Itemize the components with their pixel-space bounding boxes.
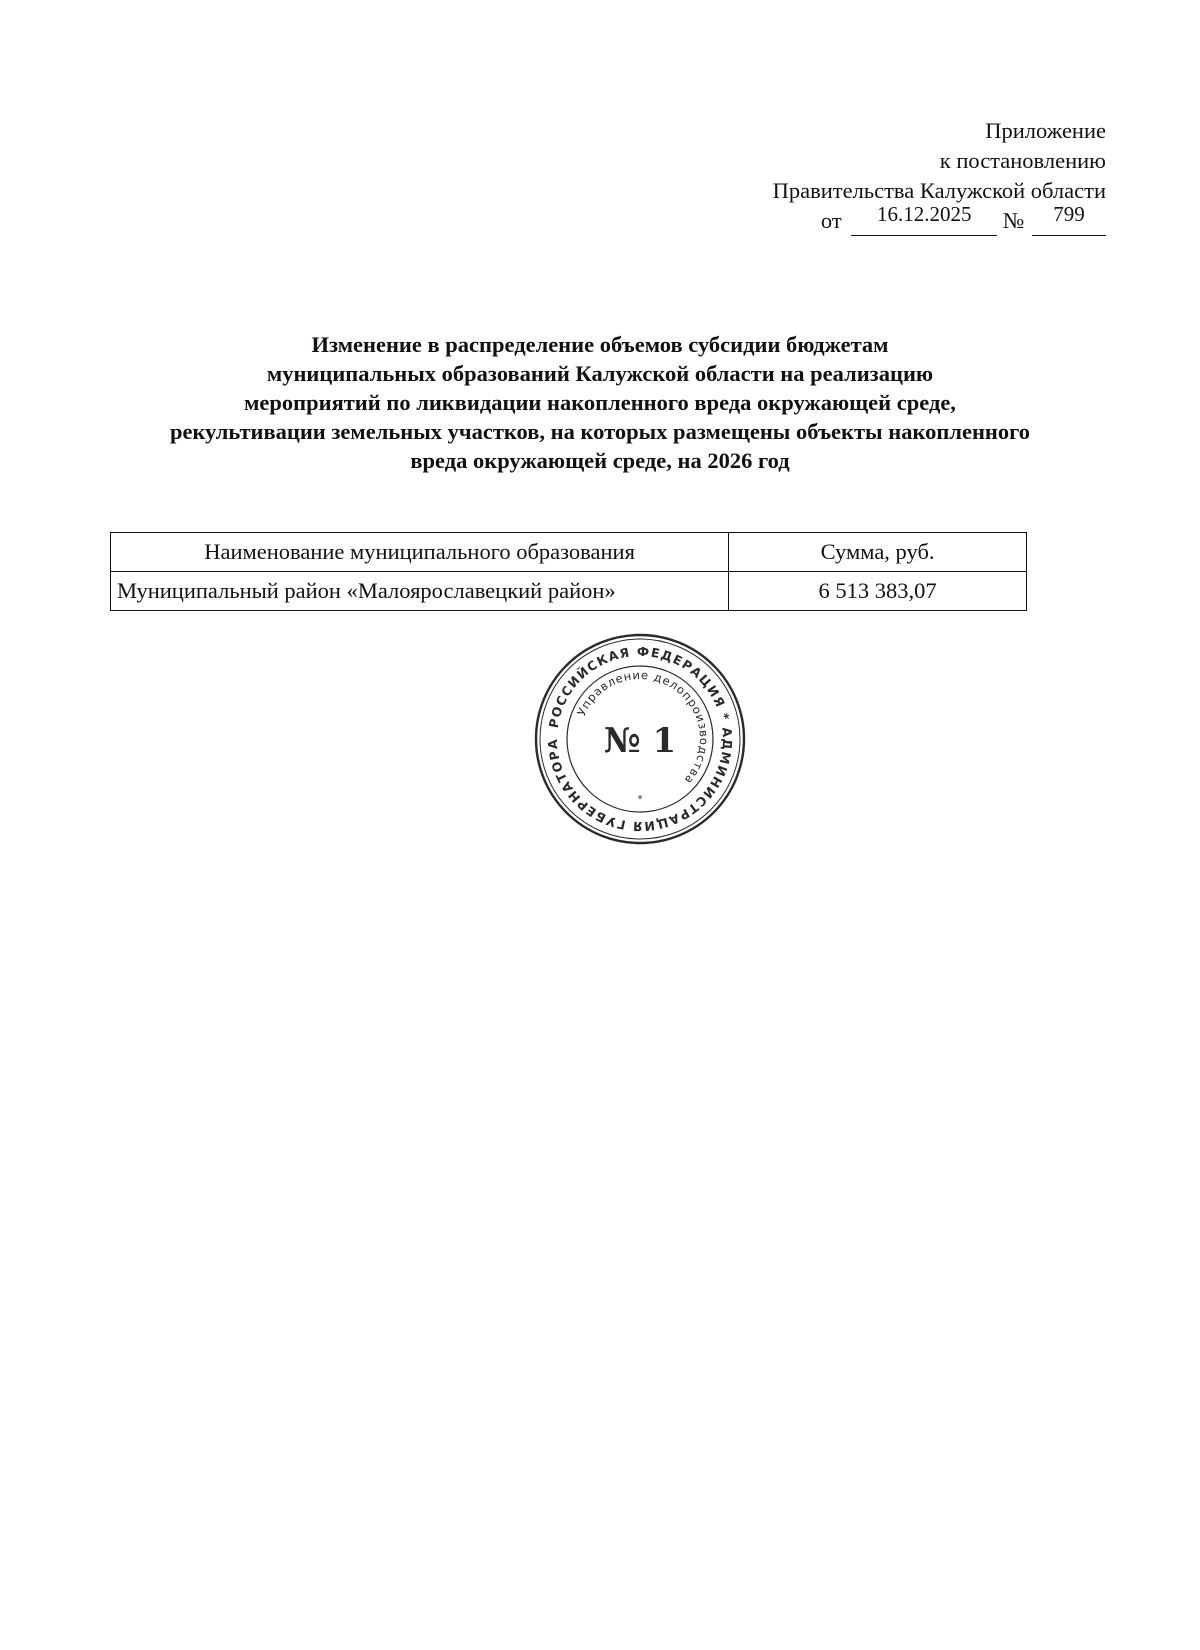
registration-line [586, 202, 1106, 236]
title-line: рекультивации земельных участков, на которых размещены объекты накопленного [169, 419, 1031, 444]
header-sum: Сумма, руб. [729, 533, 1027, 572]
appendix-ref-line: к постановлению [939, 148, 1106, 173]
municipality-name: Муниципальный район «Малоярославецкий район» [111, 572, 729, 611]
appendix-header [586, 116, 1106, 236]
seal-inner-text: Управление делопроизводства [574, 667, 712, 788]
table-row [111, 572, 1027, 611]
header-name: Наименование муниципального образования [111, 533, 729, 572]
from-label: от [820, 208, 842, 233]
date-field [851, 202, 997, 236]
amount: 6 513 383,07 [729, 572, 1027, 611]
document-title [100, 330, 1100, 475]
title-line: мероприятий по ликвидации накопленного вреда окружающей среде, [244, 390, 956, 415]
appendix-authority: Правительства Калужской области [772, 178, 1106, 203]
registration-number: 799 [1053, 202, 1085, 226]
official-seal [533, 632, 747, 846]
seal-stamp-icon [533, 632, 747, 846]
registration-date: 16.12.2025 [877, 202, 972, 226]
title-line: Изменение в распределение объемов субсидии бюджетам [311, 332, 889, 357]
title-line: вреда окружающей среде, на 2026 год [410, 448, 790, 473]
seal-center-number: № 1 [603, 721, 677, 761]
appendix-title: Приложение [985, 118, 1106, 143]
number-field [1032, 202, 1106, 236]
table-header-row [111, 533, 1027, 572]
star-icon: * [637, 794, 643, 805]
number-label: № [1002, 208, 1025, 233]
seal-outer-text: РОССИЙСКАЯ ФЕДЕРАЦИЯ * АДМИНИСТРАЦИЯ ГУБЕРНАТОРА [544, 643, 736, 835]
distribution-table [110, 532, 1027, 611]
title-line: муниципальных образований Калужской области на реализацию [266, 361, 934, 386]
